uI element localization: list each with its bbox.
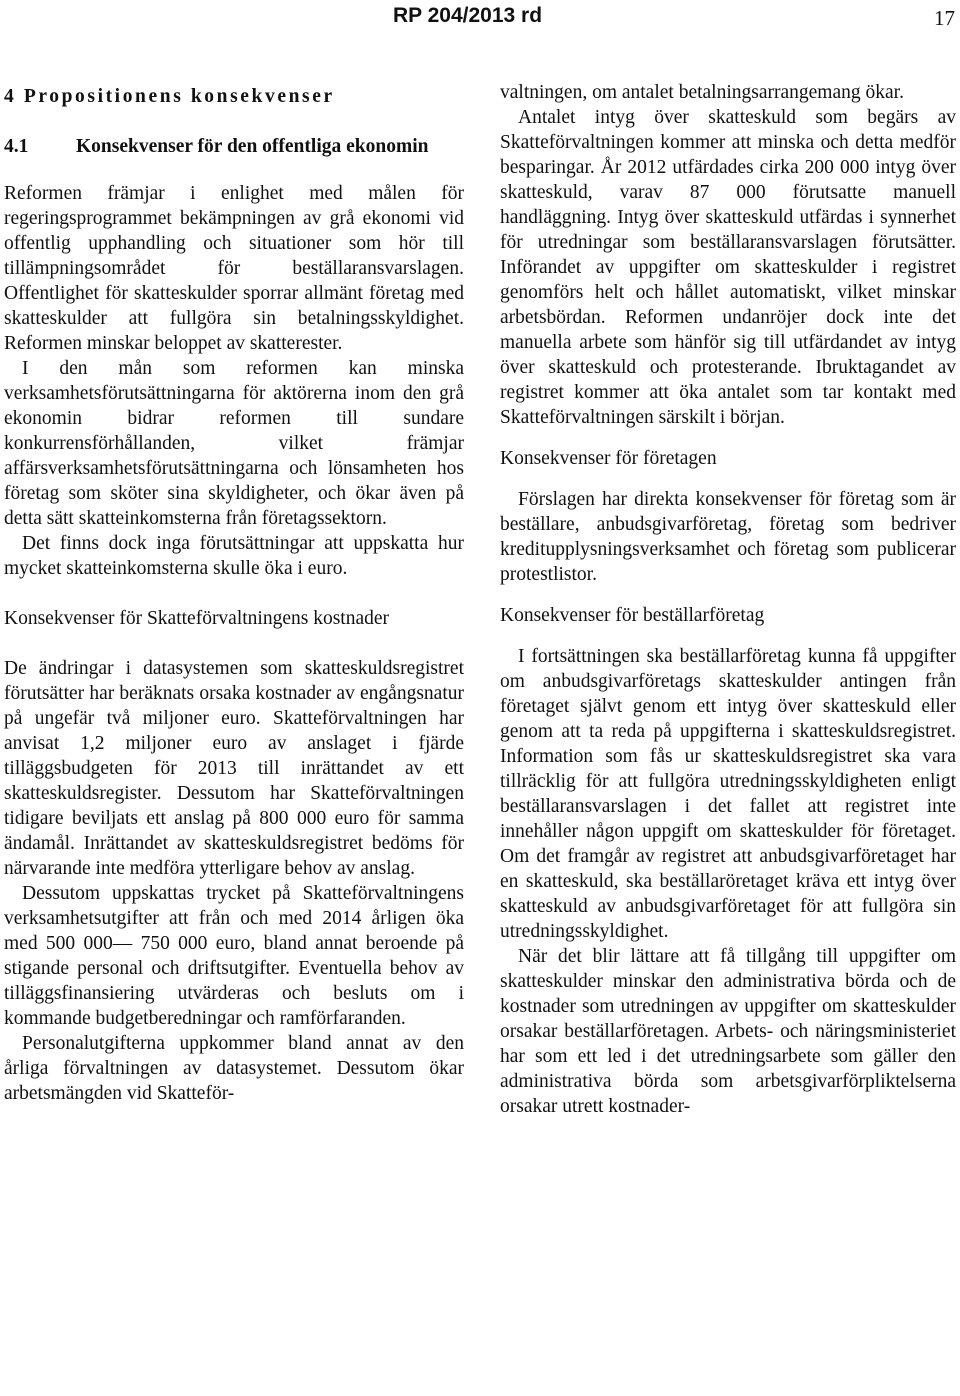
paragraph: Antalet intyg över skatteskuld som begärs av Skatteförvaltningen kommer att minska och detta medför besparingar. År 2012 utfärdades cirka 200 000 intyg över skatteskuld, varav 87 000 förutsatte manuell handläggning. Intyg över skatteskuld utfärdas i synnerhet för utredningar som beställaransvarslagen förutsätter. Införandet av uppgifter om skatteskulder i registret genomförs helt och hållet automatiskt, vilket minskar arbetsbördan. Reformen undanröjer dock inte det manuella arbete som hänför sig till utfärdandet av intyg över skatteskuld och protesterande. Ibruktagandet av registret kommer att öka antalet som tar kontakt med Skatteförvaltningen särskilt i början. (500, 107, 956, 428)
page-number: 17 (934, 6, 955, 30)
document-id: RP 204/2013 rd (393, 4, 543, 27)
subheading: Konsekvenser för Skatteförvaltningens kostnader (4, 608, 390, 629)
spacer (4, 581, 464, 606)
spacer (500, 430, 956, 446)
paragraph: Det finns dock inga förutsättningar att uppskatta hur mycket skatteinkomsterna skulle öka i euro. (4, 533, 464, 579)
left-column (4, 80, 464, 1106)
paragraph: Dessutom uppskattas trycket på Skatteförvaltningens verksamhetsutgifter att från och med 2014 årligen öka med 500 000— 750 000 euro, bland annat beroende på stigande personal och driftsutgifter. Eventuella behov av tilläggsfinansiering utvärderas och besluts om i kommande budgetberedningar och ramförfaranden. (4, 883, 464, 1029)
section-heading: 4 Propositionens konsekvenser (4, 86, 335, 107)
spacer (500, 471, 956, 487)
subsection-heading (4, 134, 464, 159)
right-column (500, 80, 956, 1119)
paragraph: De ändringar i datasystemen som skatteskuldsregistret förutsätter har beräknats orsaka kostnader av engångsnatur på ungefär två miljoner euro. Skatteförvaltningen har anvisat 1,2 miljoner euro av anslaget i fjärde tilläggsbudgeten för 2013 till inrättandet av ett skatteskuldsregister. Dessutom har Skatteförvaltningen tidigare beviljats ett anslag på 800 000 euro för samma ändamål. Inrättandet av skatteskuldsregistret bedöms för närvarande inte medföra ytterligare behov av anslag. (4, 658, 464, 879)
paragraph: I den mån som reformen kan minska verksamhetsförutsättningarna för aktörerna inom den grå ekonomin bidrar reformen till sundare konkurrensförhållanden, vilket främjar affärsverksamhetsförutsättningarna och lönsamheten hos företag som sköter sina skyldigheter, och ökar även på detta sätt skatteinkomsterna från företagssektorn. (4, 358, 464, 529)
spacer (500, 628, 956, 644)
paragraph: valtningen, om antalet betalningsarrangemang ökar. (500, 82, 904, 103)
paragraph: I fortsättningen ska beställarföretag kunna få uppgifter om anbudsgivarföretags skatteskulder antingen från företaget självt genom ett intyg över skatteskuld eller genom att ta reda på uppgifterna i skatteskuldsregistret. Information som fås ur skatteskuldsregistret ska vara tillräcklig för att fullgöra utredningsskyldigheten enligt beställaransvarslagen i det fallet att registret inte innehåller någon uppgift om skatteskulder för företaget. Om det framgår av registret att anbudsgivarföretaget har en skatteskuld, ska beställaröretaget kräva ett intyg över skatteskuld av anbudsgivarföretaget för att fullgöra sin utredningsskyldighet. (500, 646, 956, 942)
paragraph: Reformen främjar i enlighet med målen för regeringsprogrammet bekämpningen av grå ekonomi vid offentlig upphandling och situationer som hör till tillämpningsområdet för beställaransvarslagen. Offentlighet för skatteskulder sporrar allmänt företag med skatteskulder att fullgöra sin betalningsskyldighet. Reformen minskar beloppet av skatterester. (4, 183, 464, 354)
paragraph: När det blir lättare att få tillgång till uppgifter om skatteskulder minskar den administrativa börda och de kostnader som utredningen av uppgifter om skatteskulder orsakar beställarföretagen. Arbets- och näringsministeriet har som ett led i det utredningsarbete som gäller den administrativa börda som arbetsgivarförpliktelserna orsakar utrett kostnader- (500, 946, 956, 1117)
subsection-number: 4.1 (4, 136, 29, 157)
subheading: Konsekvenser för företagen (500, 448, 717, 469)
paragraph: Förslagen har direkta konsekvenser för företag som är beställare, anbudsgivarföretag, företag som bedriver kreditupplysningsverksamhet och företag som publicerar protestlistor. (500, 489, 956, 585)
spacer (500, 587, 956, 603)
subheading: Konsekvenser för beställarföretag (500, 605, 765, 626)
paragraph: Personalutgifterna uppkommer bland annat av den årliga förvaltningen av datasystemet. Dessutom ökar arbetsmängden vid Skatteför- (4, 1033, 464, 1104)
subsection-title: Konsekvenser för den offentliga ekonomin (76, 136, 429, 157)
page-header (0, 0, 960, 40)
spacer (4, 631, 464, 656)
